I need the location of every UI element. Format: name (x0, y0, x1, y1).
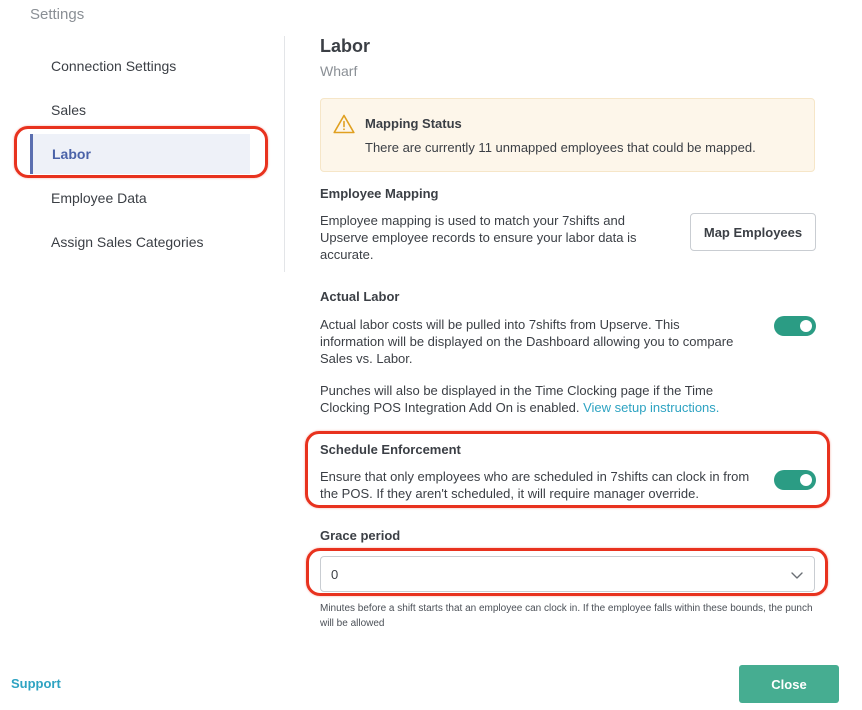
punches-text: Punches will also be displayed in the Time Clocking page if the Time Clocking POS Integration Add On is enabled. (320, 383, 714, 415)
sidebar-divider (284, 36, 285, 272)
view-setup-instructions-link[interactable]: View setup instructions. (583, 400, 720, 415)
actual-labor-title: Actual Labor (320, 289, 400, 304)
toggle-knob (800, 474, 812, 486)
map-employees-button[interactable]: Map Employees (690, 213, 816, 251)
settings-header: Settings (30, 6, 85, 23)
grace-period-value: 0 (331, 567, 339, 582)
page-subtitle: Wharf (320, 63, 358, 79)
actual-labor-text: Actual labor costs will be pulled into 7shifts from Upserve. This information will be displayed on the Dashboard allowing you to compare Sales vs. Labor. (320, 317, 734, 366)
sidebar-item-labor[interactable]: Labor (30, 134, 250, 174)
punches-info (320, 382, 760, 416)
employee-mapping-text: Employee mapping is used to match your 7shifts and Upserve employee records to ensure your labor data is accurate. (320, 213, 637, 262)
schedule-enforcement-text: Ensure that only employees who are scheduled in 7shifts can clock in from the POS. If they aren't scheduled, it will require manager override. (320, 469, 750, 501)
toggle-knob (800, 320, 812, 332)
grace-period-help: Minutes before a shift starts that an employee can clock in. If the employee falls within these bounds, the punch will be allowed (320, 603, 813, 629)
mapping-status-alert (320, 98, 815, 172)
sidebar-item-connection-settings[interactable]: Connection Settings (51, 58, 177, 74)
grace-period-select[interactable] (320, 556, 815, 592)
schedule-enforcement-title: Schedule Enforcement (320, 442, 461, 457)
sidebar-item-employee-data[interactable]: Employee Data (51, 190, 147, 206)
warning-icon (333, 114, 355, 134)
labor-panel (320, 36, 816, 629)
sidebar-item-assign-sales-categories[interactable]: Assign Sales Categories (51, 234, 204, 250)
chevron-down-icon (790, 568, 804, 582)
alert-text: There are currently 11 unmapped employees that could be mapped. (365, 140, 756, 155)
schedule-enforcement-toggle[interactable] (774, 470, 816, 490)
actual-labor-toggle[interactable] (774, 316, 816, 336)
page-title: Labor (320, 36, 371, 56)
alert-title: Mapping Status (365, 116, 462, 131)
sidebar-item-sales[interactable]: Sales (51, 102, 87, 118)
settings-sidebar (30, 44, 252, 264)
close-button[interactable]: Close (739, 665, 839, 703)
grace-period-title: Grace period (320, 528, 401, 543)
employee-mapping-title: Employee Mapping (320, 186, 439, 201)
support-link[interactable]: Support (11, 676, 61, 691)
